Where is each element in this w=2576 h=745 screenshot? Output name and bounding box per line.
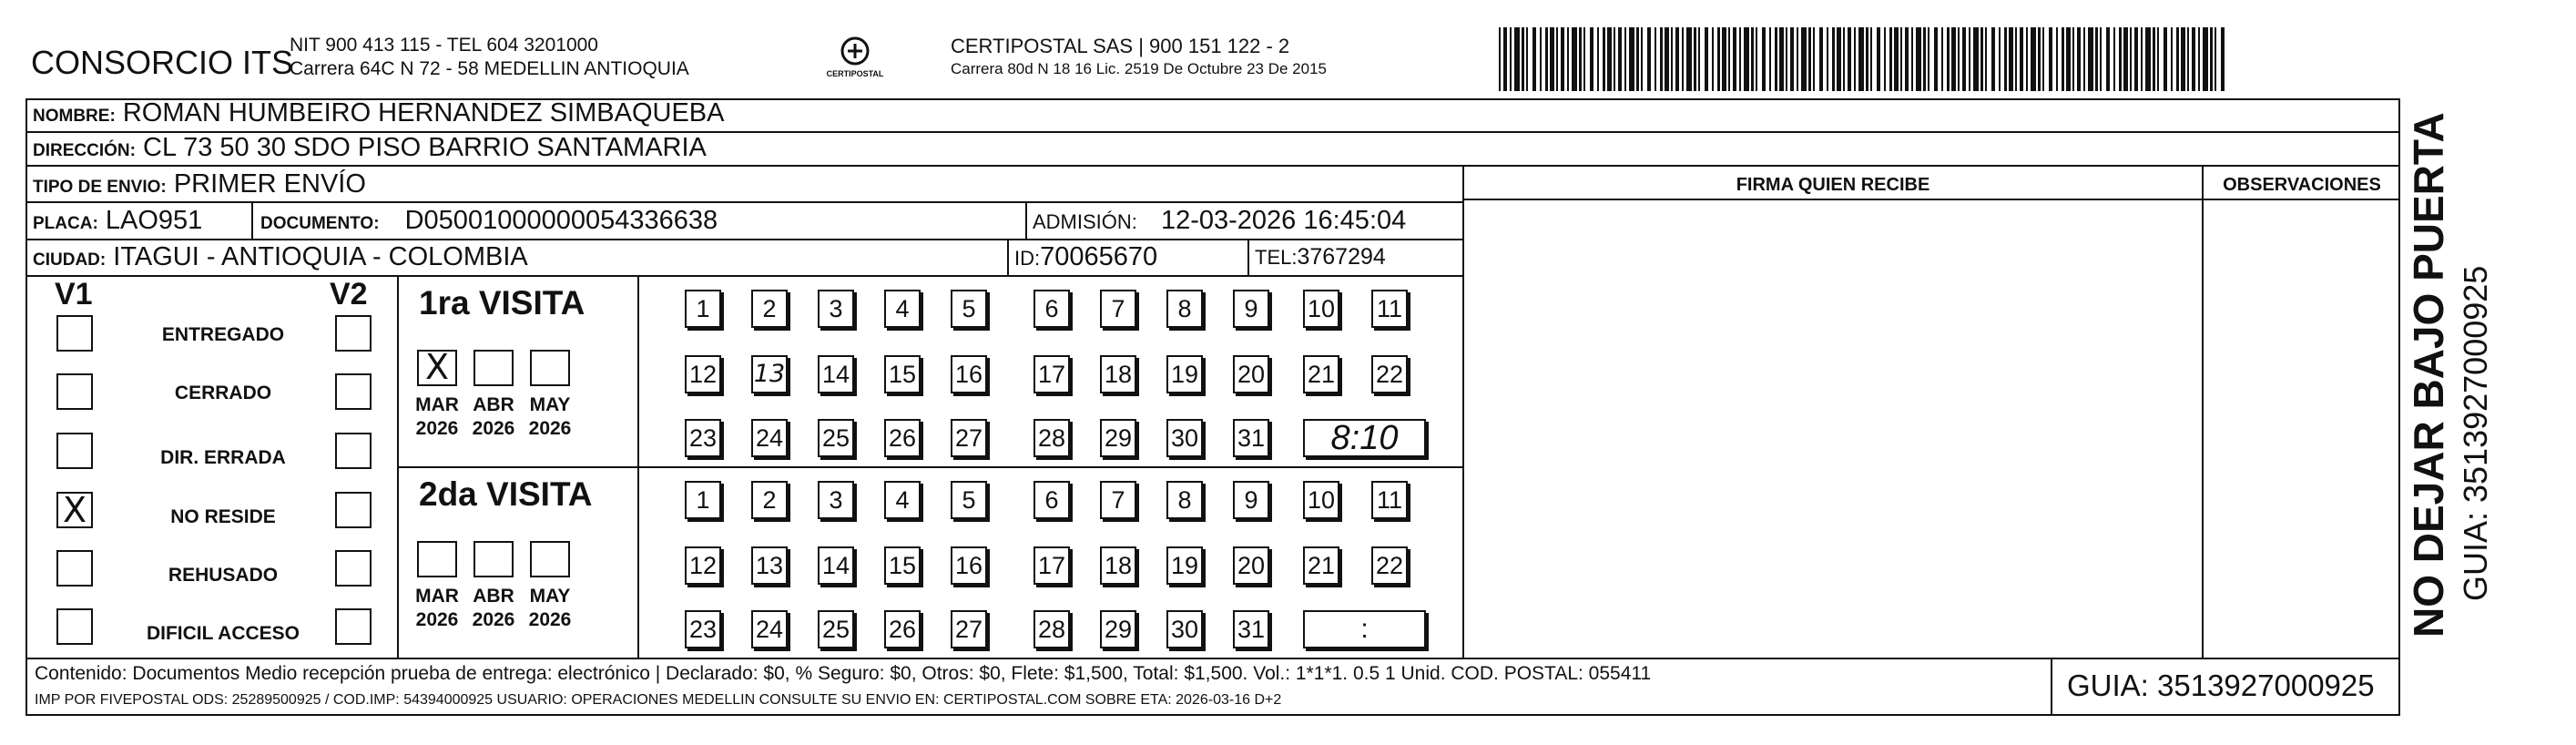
day-box[interactable]: 3 — [818, 290, 854, 328]
barcode-bar — [2198, 27, 2200, 91]
barcode-bar — [2066, 27, 2071, 91]
barcode-bar — [1775, 27, 1777, 91]
direccion-row — [33, 133, 707, 163]
barcode-bar — [1526, 27, 1528, 91]
barcode-bar — [2009, 27, 2013, 91]
day-box[interactable]: 14 — [818, 546, 854, 585]
barcode-bar — [1629, 27, 1634, 91]
day-box[interactable]: 19 — [1166, 355, 1203, 393]
v1-checkbox[interactable] — [56, 550, 93, 587]
barcode-bar — [1545, 27, 1548, 91]
barcode-bar — [1905, 27, 1909, 91]
day-box[interactable]: 4 — [884, 481, 921, 519]
barcode-bar — [2049, 27, 2052, 91]
v1-checkbox[interactable] — [56, 373, 93, 410]
status-label: NO RESIDE — [170, 506, 276, 527]
barcode-bar — [2119, 27, 2122, 91]
day-box[interactable]: 2 — [751, 481, 788, 519]
month-name: MAR — [415, 394, 459, 415]
status-label: CERRADO — [174, 383, 272, 403]
month-label — [409, 585, 465, 632]
barcode-bar — [1597, 27, 1599, 91]
barcode-bar — [2077, 27, 2081, 91]
barcode-bar — [1647, 27, 1651, 91]
v2-checkbox[interactable] — [335, 608, 372, 645]
barcode-bar — [1934, 27, 1938, 91]
barcode-bar — [1728, 27, 1730, 91]
barcode-bar — [1579, 27, 1582, 91]
barcode-bar — [2056, 27, 2058, 91]
day-box[interactable]: 11 — [1371, 290, 1408, 328]
visit-time-box[interactable]: 8:10 — [1303, 419, 1426, 457]
ciudad-row — [33, 242, 528, 272]
day-box[interactable]: 24 — [751, 610, 788, 648]
certipostal-logo — [826, 33, 884, 87]
no-dejar-bajo-puerta: NO DEJAR BAJO PUERTA — [2405, 112, 2452, 638]
barcode-bar — [1894, 27, 1899, 91]
documento-label: DOCUMENTO: — [260, 214, 380, 233]
day-box[interactable]: 10 — [1303, 481, 1339, 519]
barcode-bar — [1686, 27, 1692, 91]
barcode-bar — [1514, 27, 1520, 91]
barcode-bar — [2100, 27, 2102, 91]
day-box[interactable]: 1 — [685, 481, 721, 519]
day-box[interactable]: 28 — [1033, 419, 1070, 457]
barcode-bar — [1567, 27, 1569, 91]
barcode-bar — [1550, 27, 1554, 91]
barcode-bar — [1832, 27, 1835, 91]
barcode-bar — [2095, 27, 2098, 91]
barcode-bar — [1607, 27, 1612, 91]
v2-checkbox[interactable] — [335, 492, 372, 528]
barcode-bar — [2176, 27, 2179, 91]
barcode-bar — [1751, 27, 1754, 91]
month-year: 2026 — [528, 418, 572, 439]
day-box[interactable]: 11 — [1371, 481, 1408, 519]
company-address: Carrera 64C N 72 - 58 MEDELLIN ANTIOQUIA — [290, 58, 689, 79]
barcode-bar — [1958, 27, 1960, 91]
day-box[interactable]: 27 — [951, 419, 987, 457]
barcode-bar — [2141, 27, 2143, 91]
tipo-envio-value: PRIMER ENVÍO — [173, 169, 366, 199]
barcode-bar — [1858, 27, 1864, 91]
firma-header: FIRMA QUIEN RECIBE — [1736, 175, 1930, 195]
barcode-bar — [2106, 27, 2110, 91]
barcode-bar — [1769, 27, 1771, 91]
v1-checkbox[interactable]: X — [56, 492, 93, 528]
barcode-bar — [2004, 27, 2007, 91]
day-box[interactable]: 12 — [685, 355, 721, 393]
barcode-bar — [2145, 27, 2151, 91]
ciudad-label: CIUDAD: — [33, 250, 107, 270]
barcode-bar — [2153, 27, 2155, 91]
barcode-bar — [1870, 27, 1872, 91]
day-box[interactable]: 30 — [1166, 610, 1203, 648]
day-box[interactable]: 8 — [1166, 481, 1203, 519]
barcode-bar — [1717, 27, 1720, 91]
nombre-label: NOMBRE: — [33, 107, 116, 126]
month-name: MAY — [529, 586, 571, 607]
day-box[interactable]: 3 — [818, 481, 854, 519]
v2-checkbox[interactable] — [335, 433, 372, 469]
month-year: 2026 — [472, 609, 515, 630]
barcode-bar — [2026, 27, 2028, 91]
barcode-bar — [1722, 27, 1726, 91]
barcode-bar — [1797, 27, 1798, 91]
status-label: DIFICIL ACCESO — [146, 623, 300, 644]
admision-row — [1033, 206, 1406, 236]
ciudad-value: ITAGUI - ANTIOQUIA - COLOMBIA — [113, 242, 528, 271]
barcode-bar — [2020, 27, 2023, 91]
footer-impresion: IMP POR FIVEPOSTAL ODS: 25289500925 / COD.IMP: 54394000925 USUARIO: OPERACIONES MEDELLIN CONSULTE SU ENVIO EN: CERTIPOSTAL.COM SOBRE ETA: 2026-03-16 D+2 — [35, 692, 1282, 708]
day-box[interactable]: 30 — [1166, 419, 1203, 457]
footer-contenido: Contenido: Documentos Medio recepción prueba de entrega: electrónico | Declarado: $0, % Seguro: $0, Otros: $0, Flete: $1,500, Total: $1,500. Vol.: 1*1*1. 0.5 1 Unid. COD. POSTAL: 055411 — [35, 663, 1652, 684]
day-box[interactable]: 22 — [1371, 355, 1408, 393]
placa-value: LAO951 — [105, 206, 203, 235]
barcode-bar — [2072, 27, 2074, 91]
courier-line: CERTIPOSTAL SAS | 900 151 122 - 2 — [951, 35, 1290, 57]
day-box[interactable]: 23 — [685, 610, 721, 648]
month-checkbox[interactable] — [473, 350, 514, 386]
barcode-bar — [1636, 27, 1639, 91]
month-label — [522, 393, 578, 441]
month-name: MAR — [415, 586, 459, 607]
barcode-bar — [1889, 27, 1892, 91]
id-row — [1014, 242, 1157, 272]
observaciones-header: OBSERVACIONES — [2223, 175, 2381, 195]
day-box[interactable]: 21 — [1303, 355, 1339, 393]
barcode-bar — [2123, 27, 2128, 91]
day-box[interactable]: 21 — [1303, 546, 1339, 585]
barcode-bar — [1682, 27, 1684, 91]
barcode-bar — [1705, 27, 1708, 91]
day-box[interactable]: 16 — [951, 546, 987, 585]
v1-checkbox[interactable] — [56, 433, 93, 469]
barcode-bar — [1694, 27, 1696, 91]
tel-row — [1255, 244, 1386, 270]
documento-row — [260, 206, 718, 236]
day-box[interactable]: 15 — [884, 546, 921, 585]
day-box[interactable]: 1 — [685, 290, 721, 328]
day-box[interactable]: 23 — [685, 419, 721, 457]
barcode-bar — [2083, 27, 2085, 91]
barcode-bar — [1590, 27, 1593, 91]
day-box[interactable]: 25 — [818, 419, 854, 457]
barcode-bar — [1655, 27, 1656, 91]
day-box[interactable]: 10 — [1303, 290, 1339, 328]
month-year: 2026 — [415, 418, 459, 439]
barcode-bar — [1739, 27, 1741, 91]
day-box[interactable]: 31 — [1233, 419, 1269, 457]
nombre-row — [33, 98, 724, 128]
barcode-bar — [1808, 27, 1811, 91]
footer-guia: GUIA: 3513927000925 — [2067, 668, 2375, 702]
barcode-bar — [2210, 27, 2213, 91]
barcode-bar — [1665, 27, 1669, 91]
admision-value: 12-03-2026 16:45:04 — [1160, 206, 1407, 235]
barcode-bar — [1786, 27, 1787, 91]
day-box[interactable]: 5 — [951, 290, 987, 328]
nit-line: NIT 900 413 115 - TEL 604 3201000 — [290, 35, 598, 56]
day-box[interactable]: 20 — [1233, 355, 1269, 393]
id-label: ID: — [1014, 247, 1041, 270]
barcode-bar — [1603, 27, 1605, 91]
barcode-bar — [1779, 27, 1784, 91]
barcode-bar — [1947, 27, 1950, 91]
day-box[interactable]: 18 — [1100, 546, 1136, 585]
barcode-bar — [2157, 27, 2159, 91]
v2-header: V2 — [330, 277, 368, 311]
day-box[interactable]: 17 — [1033, 355, 1070, 393]
v2-checkbox[interactable] — [335, 550, 372, 587]
barcode-bar — [2215, 27, 2216, 91]
barcode-bar — [1884, 27, 1886, 91]
barcode-bar — [1843, 27, 1845, 91]
month-year: 2026 — [415, 609, 459, 630]
barcode-bar — [1561, 27, 1564, 91]
barcode-bar — [2038, 27, 2041, 91]
barcode-bar — [1614, 27, 1615, 91]
tipo-envio-label: TIPO DE ENVIO: — [33, 178, 167, 197]
day-box[interactable]: 24 — [751, 419, 788, 457]
barcode-bar — [2134, 27, 2138, 91]
barcode — [1499, 27, 2227, 91]
barcode-bar — [1827, 27, 1828, 91]
barcode-bar — [1801, 27, 1807, 91]
barcode-bar — [1522, 27, 1524, 91]
barcode-bar — [1624, 27, 1626, 91]
barcode-bar — [1744, 27, 1749, 91]
day-box[interactable]: 26 — [884, 419, 921, 457]
day-box[interactable]: 16 — [951, 355, 987, 393]
barcode-bar — [1923, 27, 1926, 91]
barcode-bar — [1969, 27, 1970, 91]
barcode-bar — [2171, 27, 2173, 91]
v2-checkbox[interactable] — [335, 315, 372, 352]
month-name: MAY — [529, 394, 571, 415]
barcode-bar — [1572, 27, 1577, 91]
barcode-bar — [1951, 27, 1956, 91]
day-box[interactable]: 7 — [1100, 481, 1136, 519]
barcode-bar — [2031, 27, 2036, 91]
barcode-bar — [1733, 27, 1736, 91]
day-box[interactable]: 29 — [1100, 610, 1136, 648]
v1-header: V1 — [55, 277, 93, 311]
barcode-bar — [2113, 27, 2115, 91]
barcode-bar — [1540, 27, 1542, 91]
day-box[interactable]: 15 — [884, 355, 921, 393]
barcode-bar — [1756, 27, 1757, 91]
barcode-bar — [1877, 27, 1880, 91]
day-box[interactable]: 8 — [1166, 290, 1203, 328]
barcode-bar — [1499, 27, 1501, 91]
day-box[interactable]: 18 — [1100, 355, 1136, 393]
barcode-bar — [1618, 27, 1622, 91]
day-box[interactable]: 28 — [1033, 610, 1070, 648]
company-name: CONSORCIO ITS — [31, 44, 294, 81]
barcode-bar — [2192, 27, 2195, 91]
status-label: ENTREGADO — [161, 324, 285, 345]
barcode-bar — [1916, 27, 1921, 91]
admision-label: ADMISIÓN: — [1033, 210, 1137, 233]
barcode-bar — [1999, 27, 2001, 91]
day-box[interactable]: 20 — [1233, 546, 1269, 585]
month-year: 2026 — [472, 418, 515, 439]
barcode-bar — [1991, 27, 1995, 91]
day-box[interactable]: 2 — [751, 290, 788, 328]
status-label: REHUSADO — [168, 565, 279, 586]
barcode-bar — [2221, 27, 2225, 91]
barcode-bar — [1819, 27, 1823, 91]
barcode-bar — [1532, 27, 1536, 91]
placa-row — [33, 206, 202, 236]
day-box[interactable]: 25 — [818, 610, 854, 648]
barcode-bar — [2203, 27, 2208, 91]
barcode-bar — [1790, 27, 1794, 91]
logo-text: CERTIPOSTAL — [826, 69, 884, 78]
day-box[interactable]: 9 — [1233, 481, 1269, 519]
day-box[interactable]: 17 — [1033, 546, 1070, 585]
barcode-bar — [2181, 27, 2185, 91]
barcode-bar — [1671, 27, 1673, 91]
month-label — [465, 393, 522, 441]
barcode-bar — [2164, 27, 2167, 91]
barcode-bar — [1973, 27, 1979, 91]
barcode-bar — [1980, 27, 1983, 91]
month-checkbox[interactable] — [530, 541, 570, 577]
day-box[interactable]: 5 — [951, 481, 987, 519]
tel-value: 3767294 — [1297, 244, 1386, 270]
day-box[interactable]: 14 — [818, 355, 854, 393]
v1-checkbox[interactable] — [56, 315, 93, 352]
month-checkbox[interactable] — [417, 541, 457, 577]
barcode-bar — [2088, 27, 2093, 91]
day-box[interactable]: 19 — [1166, 546, 1203, 585]
month-checkbox[interactable] — [530, 350, 570, 386]
day-box[interactable]: 27 — [951, 610, 987, 648]
month-label — [522, 585, 578, 632]
day-box[interactable]: 13 — [751, 355, 788, 393]
month-label — [409, 393, 465, 441]
courier-address: Carrera 80d N 18 16 Lic. 2519 De Octubre 23 De 2015 — [951, 60, 1327, 77]
barcode-bar — [1675, 27, 1679, 91]
day-box[interactable]: 6 — [1033, 481, 1070, 519]
barcode-bar — [1556, 27, 1558, 91]
barcode-bar — [2062, 27, 2064, 91]
barcode-bar — [1928, 27, 1929, 91]
v1-checkbox[interactable] — [56, 608, 93, 645]
barcode-bar — [1900, 27, 1902, 91]
month-checkbox[interactable]: X — [417, 350, 457, 386]
day-box[interactable]: 13 — [751, 546, 788, 585]
tipo-envio-row — [33, 169, 366, 199]
barcode-bar — [1660, 27, 1663, 91]
status-label: DIR. ERRADA — [160, 447, 286, 468]
day-box[interactable]: 26 — [884, 610, 921, 648]
nombre-value: ROMAN HUMBEIRO HERNANDEZ SIMBAQUEBA — [122, 98, 725, 128]
month-name: ABR — [473, 394, 514, 415]
month-name: ABR — [473, 586, 514, 607]
day-box[interactable]: 29 — [1100, 419, 1136, 457]
v2-checkbox[interactable] — [335, 373, 372, 410]
day-box[interactable]: 9 — [1233, 290, 1269, 328]
barcode-bar — [1911, 27, 1913, 91]
barcode-bar — [1641, 27, 1643, 91]
barcode-bar — [2015, 27, 2017, 91]
barcode-bar — [1962, 27, 1966, 91]
month-year: 2026 — [528, 609, 572, 630]
direccion-value: CL 73 50 30 SDO PISO BARRIO SANTAMARIA — [143, 133, 707, 162]
barcode-bar — [2187, 27, 2189, 91]
day-box[interactable]: 12 — [685, 546, 721, 585]
barcode-bar — [1583, 27, 1585, 91]
barcode-bar — [1941, 27, 1943, 91]
tel-label: TEL: — [1255, 246, 1298, 269]
barcode-bar — [2042, 27, 2044, 91]
barcode-bar — [1854, 27, 1856, 91]
barcode-bar — [1503, 27, 1507, 91]
day-box[interactable]: 31 — [1233, 610, 1269, 648]
day-box[interactable]: 4 — [884, 290, 921, 328]
visit-time-box[interactable]: : — [1303, 610, 1426, 648]
barcode-bar — [1848, 27, 1851, 91]
barcode-bar — [1985, 27, 1987, 91]
barcode-bar — [1813, 27, 1815, 91]
barcode-bar — [1712, 27, 1714, 91]
id-value: 70065670 — [1040, 242, 1158, 271]
visit-title: 1ra VISITA — [419, 284, 585, 321]
barcode-bar — [1866, 27, 1868, 91]
barcode-bar — [1510, 27, 1512, 91]
barcode-bar — [1698, 27, 1700, 91]
day-box[interactable]: 7 — [1100, 290, 1136, 328]
documento-value: D05001000000054336638 — [404, 206, 718, 235]
barcode-bar — [1762, 27, 1766, 91]
month-label — [465, 585, 522, 632]
barcode-bar — [1837, 27, 1841, 91]
direccion-label: DIRECCIÓN: — [33, 141, 136, 160]
month-checkbox[interactable] — [473, 541, 514, 577]
day-box[interactable]: 6 — [1033, 290, 1070, 328]
day-box[interactable]: 22 — [1371, 546, 1408, 585]
placa-label: PLACA: — [33, 214, 98, 233]
visit-title: 2da VISITA — [419, 475, 593, 513]
barcode-bar — [2130, 27, 2132, 91]
side-guia: GUIA: 3513927000925 — [2457, 265, 2494, 601]
